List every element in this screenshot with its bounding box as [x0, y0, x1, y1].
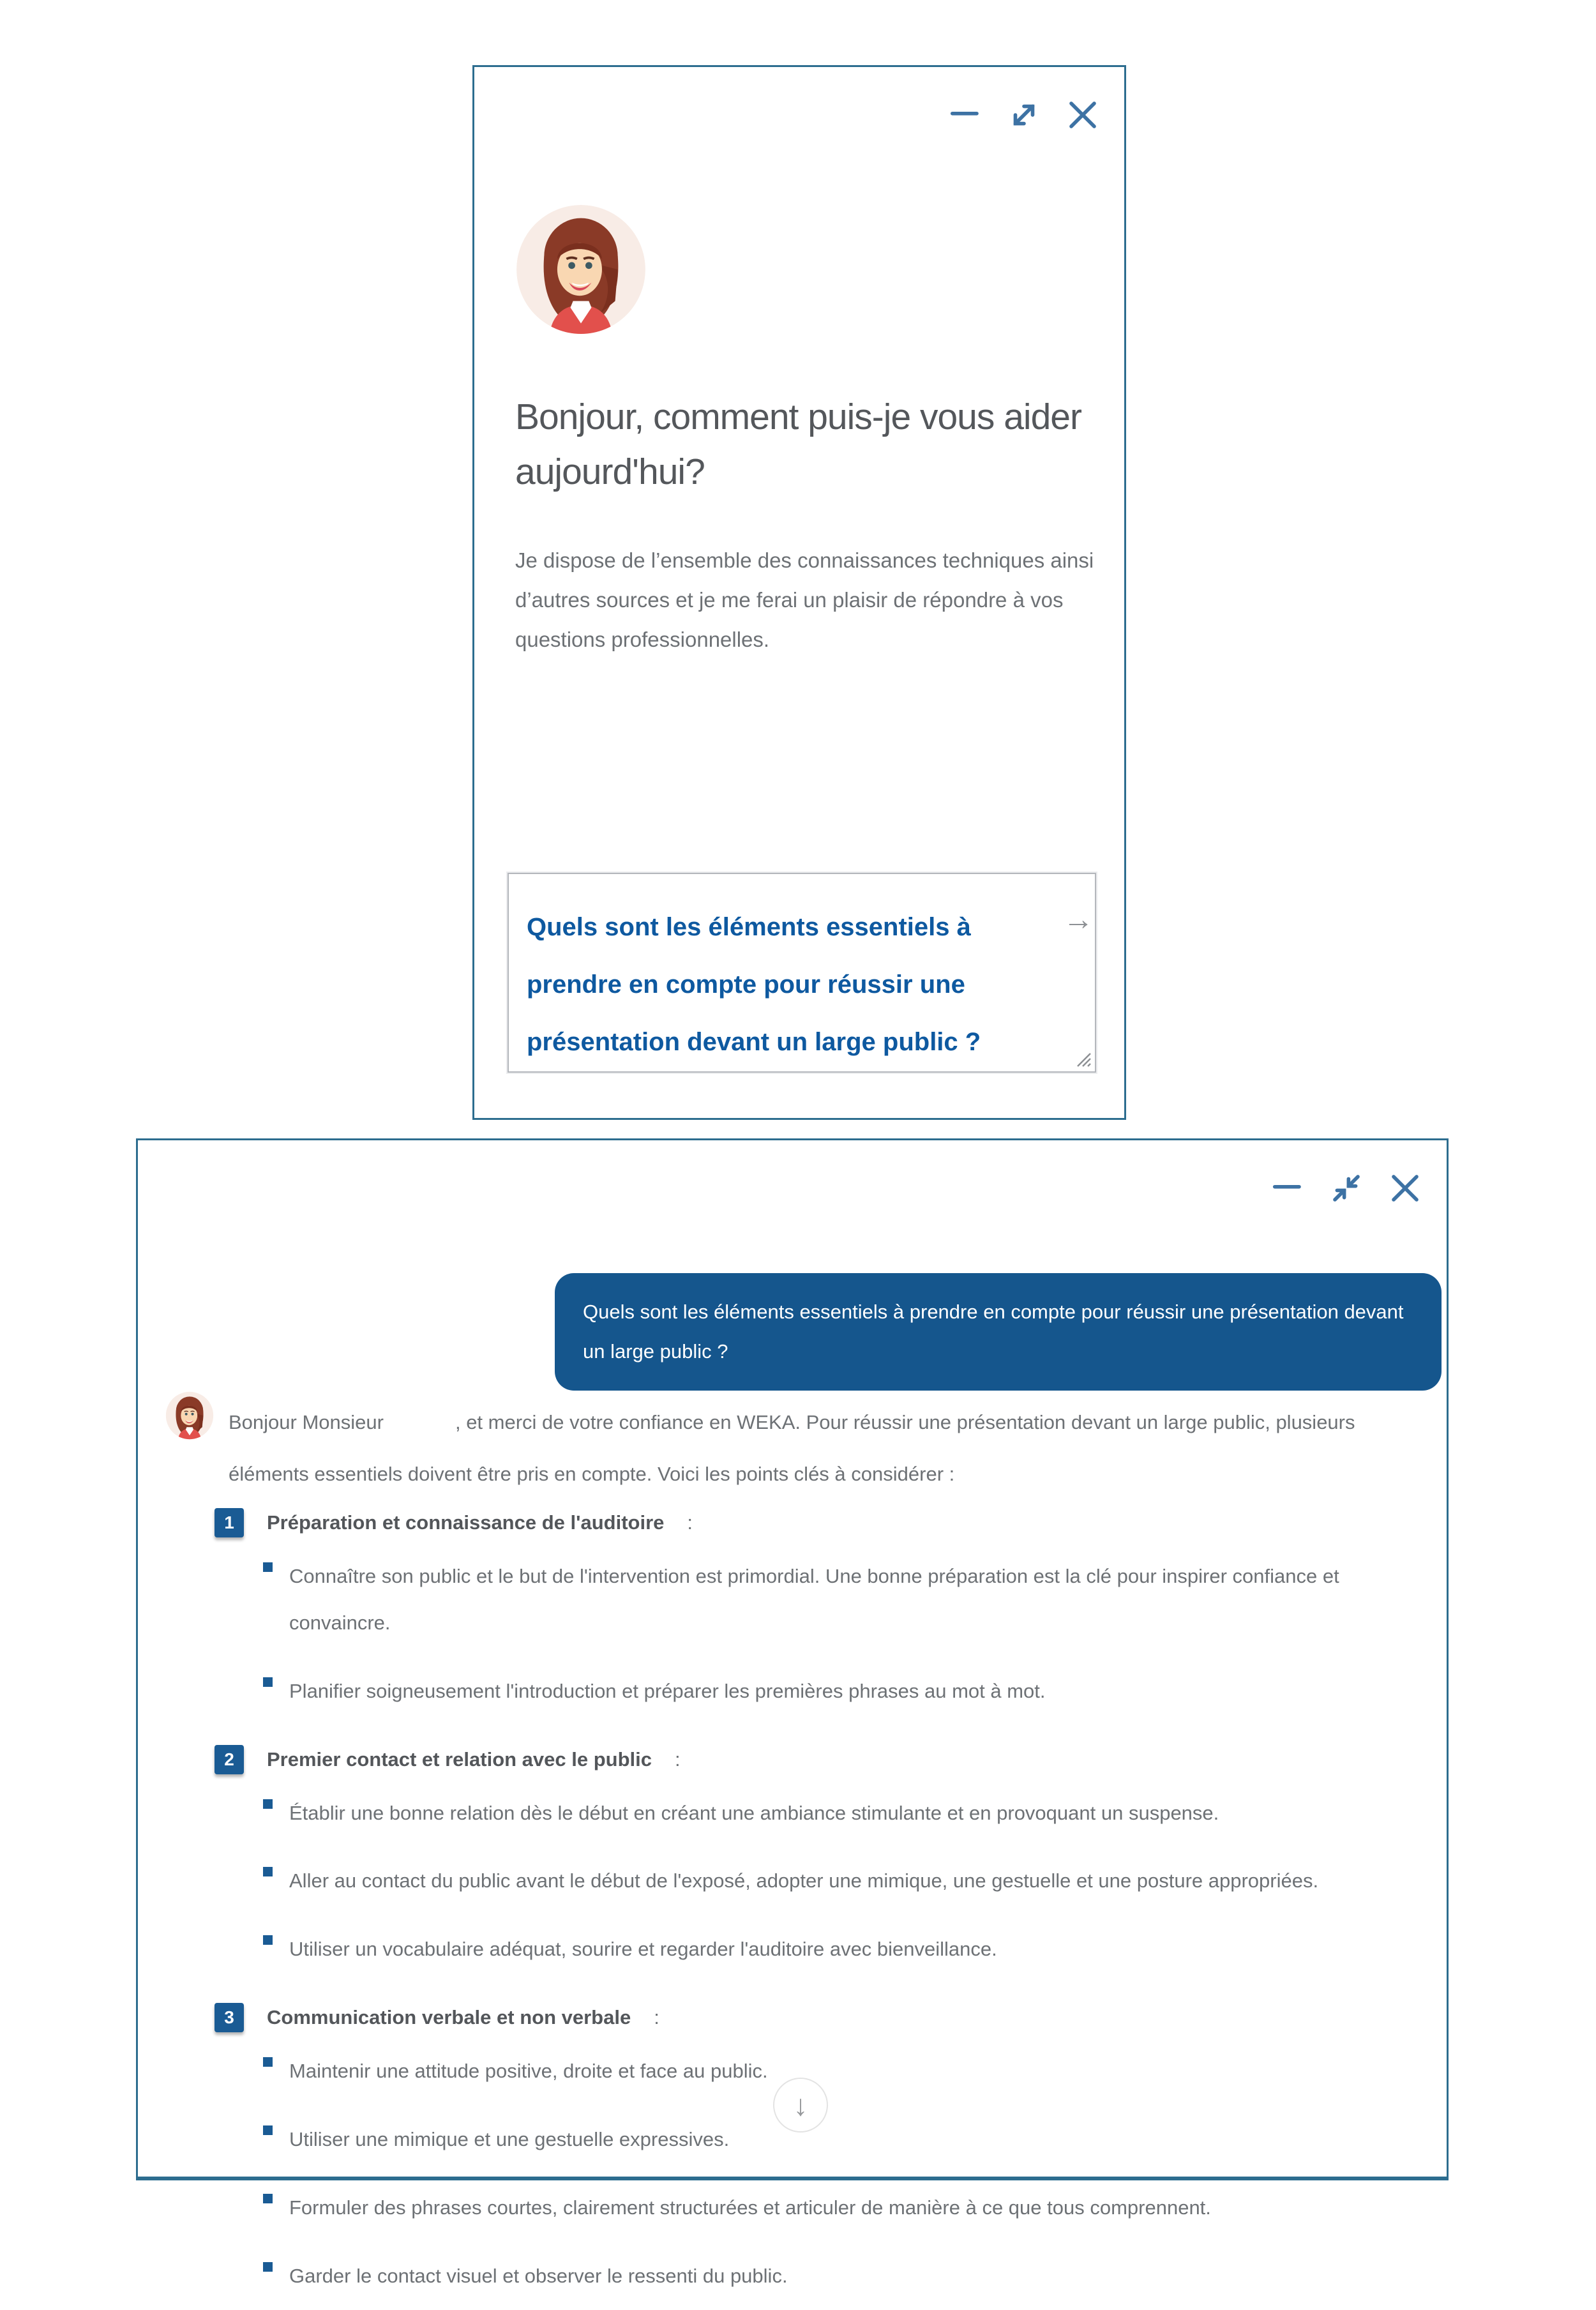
section-heading: [215, 1508, 1440, 1537]
bullet-square-icon: [263, 1799, 273, 1809]
assistant-intro-prefix: Bonjour Monsieur: [229, 1411, 384, 1433]
bullet-item: [263, 2185, 1440, 2231]
bullet-item: [263, 1858, 1440, 1905]
bullet-text: Garder le contact visuel et observer le ressenti du public.: [289, 2264, 788, 2287]
window-controls: [1270, 1171, 1422, 1205]
section-number-badge: 2: [215, 1745, 244, 1774]
expand-icon[interactable]: [1007, 98, 1041, 132]
bullet-item: [263, 2253, 1440, 2300]
bullet-square-icon: [263, 2194, 273, 2203]
assistant-avatar: [515, 204, 647, 335]
message-input[interactable]: [509, 874, 1095, 1071]
bullet-text: Utiliser un vocabulaire adéquat, sourire et regarder l'auditoire avec bienveillance.: [289, 1938, 997, 1961]
section-heading: [215, 2003, 1440, 2032]
close-icon[interactable]: [1065, 98, 1100, 132]
section-number-badge: 1: [215, 1508, 244, 1537]
section-title: Premier contact et relation avec le public: [267, 1748, 652, 1770]
bullet-square-icon: [263, 2125, 273, 2135]
bullet-square-icon: [263, 2057, 273, 2067]
bullet-item: [263, 2048, 1440, 2095]
bullet-text: Connaître son public et le but de l'intervention est primordial. Une bonne préparation est la clé pour inspirer confiance et convaincre.: [289, 1565, 1339, 1634]
conversation-chat-window: [136, 1138, 1449, 2287]
arrow-down-icon: ↓: [793, 2088, 808, 2122]
section-title-colon: :: [654, 2006, 659, 2029]
assistant-intro-suffix: , et merci de votre confiance en WEKA. Pour réussir une présentation devant un large public, plusieurs éléments essentiels doivent être pris en compte. Voici les points clés à considérer :: [229, 1411, 1355, 1485]
bullet-item: [263, 1790, 1440, 1837]
user-message-bubble: Quels sont les éléments essentiels à prendre en compte pour réussir une présentation devant un large public ?: [555, 1273, 1442, 1391]
greeting-title: Bonjour, comment puis-je vous aider aujourd'hui?: [515, 396, 1081, 492]
bullet-text: Formuler des phrases courtes, clairement structurées et articuler de manière à ce que tous comprennent.: [289, 2196, 1211, 2219]
greeting-subtitle: Je dispose de l’ensemble des connaissances techniques ainsi d’autres sources et je me ferai un plaisir de répondre à vos questions professionnelles.: [515, 548, 1094, 652]
bullet-text: Aller au contact du public avant le début de l'exposé, adopter une mimique, une gestuelle et une posture appropriées.: [289, 1869, 1319, 1892]
section-heading: [215, 1745, 1440, 1774]
section-number-badge: 3: [215, 2003, 244, 2032]
bullet-item: [263, 2117, 1440, 2163]
bullet-text: Utiliser une mimique et une gestuelle expressives.: [289, 2127, 730, 2150]
section-title-colon: :: [675, 1748, 681, 1770]
bullet-square-icon: [263, 1562, 273, 1572]
minimize-icon[interactable]: [948, 98, 982, 132]
bullet-text: Planifier soigneusement l'introduction et préparer les premières phrases au mot à mot.: [289, 1679, 1046, 1702]
bullet-item: [263, 1668, 1440, 1715]
minimize-icon[interactable]: [1270, 1171, 1305, 1205]
resize-grip-icon[interactable]: [1071, 1047, 1093, 1069]
close-icon[interactable]: [1388, 1171, 1422, 1205]
bullet-square-icon: [263, 1935, 273, 1945]
collapse-icon[interactable]: [1329, 1171, 1364, 1205]
section-title: Préparation et connaissance de l'auditoire: [267, 1511, 665, 1534]
bullet-text: Maintenir une attitude positive, droite et face au public.: [289, 2060, 768, 2083]
assistant-intro-text: [229, 1397, 1403, 1500]
section-title: Communication verbale et non verbale: [267, 2006, 631, 2029]
bullet-square-icon: [263, 2262, 273, 2272]
window-controls: [948, 98, 1100, 132]
bullet-square-icon: [263, 1867, 273, 1876]
assistant-avatar: [165, 1391, 214, 1440]
bullet-item: [263, 1926, 1440, 1973]
greeting-chat-window: [472, 65, 1126, 1120]
message-input-box: [508, 873, 1096, 1073]
bullet-item: [263, 1553, 1440, 1647]
bullet-text: Établir une bonne relation dès le début en créant une ambiance stimulante et en provoquant un suspense.: [289, 1801, 1219, 1824]
scroll-down-button[interactable]: [773, 2078, 828, 2133]
bullet-square-icon: [263, 1677, 273, 1687]
send-icon[interactable]: →: [1063, 903, 1094, 937]
section-title-colon: :: [687, 1511, 693, 1534]
answer-sections: [215, 1489, 1440, 2310]
